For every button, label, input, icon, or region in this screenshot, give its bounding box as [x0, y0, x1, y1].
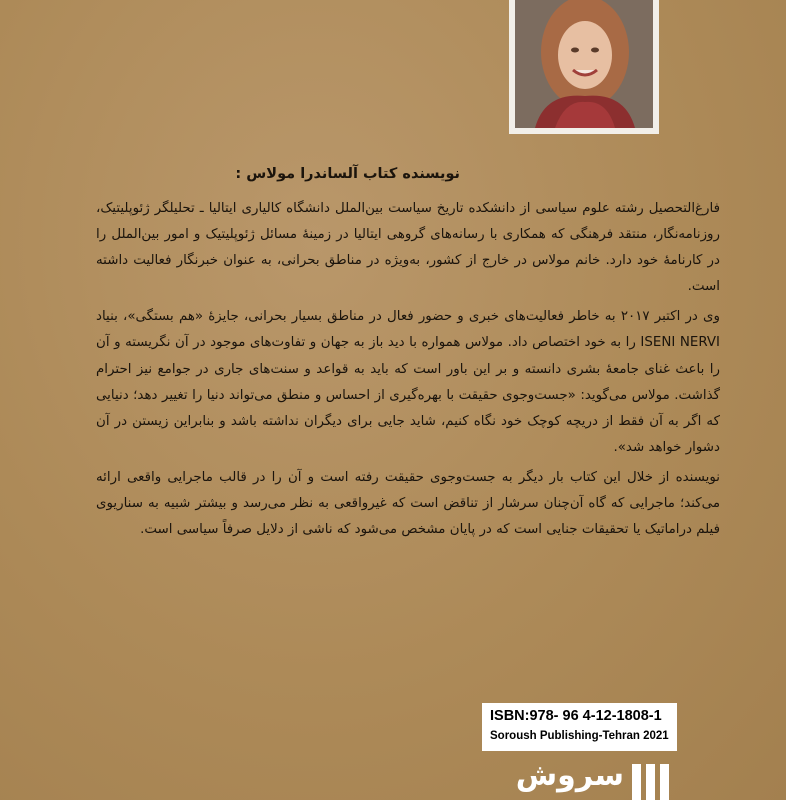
isbn-box	[482, 703, 677, 751]
author-bio	[96, 196, 720, 547]
isbn-number: ISBN:978- 96 4-12-1808-1	[490, 708, 662, 724]
publisher-line: Soroush Publishing-Tehran 2021	[490, 730, 669, 742]
bio-paragraph-2: وی در اکتبر ۲۰۱۷ به خاطر فعالیت‌های خبری و حضور فعال در مناطق بسیار بحرانی، جایزهٔ «هم بستگی»، بنیاد ISENI NERVI را به خود اختصاص داد. مولاس همواره با دید باز به جهان و تفاوت‌های موجود در آن نگریسته و آن را باعث غنای جامعهٔ بشری دانسته و بر این باور است که باید به قواعد و سنت‌های جاری در جوامع نیز احترام گذاشت. مولاس می‌گوید: «جست‌وجوی حقیقت با بهره‌گیری از احساس و منطق می‌تواند دنیا را تغییر دهد؛ دنیایی که اگر به آن فقط از دریچه کوچک خود نگاه کنیم، شاید جایی برای دیگران نداشته باشد و بنابراین زیستن در آن دشوار خواهد شد».	[96, 309, 720, 455]
bio-paragraph-3: نویسنده از خلال این کتاب بار دیگر به جست‌وجوی حقیقت رفته است و آن را در قالب ماجرایی واقعی ارائه می‌کند؛ ماجرایی که گاه آن‌چنان سرشار از تناقض است که غیرواقعی به نظر می‌رسد و بیشتر شبیه به سناریوی فیلم دراماتیک یا تحقیقات جنایی است که در پایان مشخص می‌شود که ناشی از دلایل صرفاً سیاسی است.	[96, 469, 720, 538]
logo-text: سروش	[515, 758, 624, 793]
author-portrait-image	[515, 0, 653, 128]
bio-paragraph-1: فارغ‌التحصیل رشته علوم سیاسی از دانشکده تاریخ سیاست بین‌الملل دانشگاه کالیاری ایتالیا ـ تحلیلگر ژئوپلیتیک، روزنامه‌نگار، منتقد فرهنگی که همکاری با رسانه‌های گروهی ایتالیا در زمینهٔ مسائل ژئوپلیتیک و امور بین‌الملل را در کارنامهٔ خود دارد. خانم مولاس در خارج از کشور، به‌ویژه در مناطق بحرانی، به عنوان خبرنگار فعالیت داشته است.	[96, 201, 720, 295]
author-photo	[509, 0, 659, 134]
publisher-logo	[480, 758, 680, 800]
author-heading: نویسنده کتاب آلساندرا مولاس :	[235, 166, 460, 182]
logo-bars-icon	[632, 764, 680, 800]
